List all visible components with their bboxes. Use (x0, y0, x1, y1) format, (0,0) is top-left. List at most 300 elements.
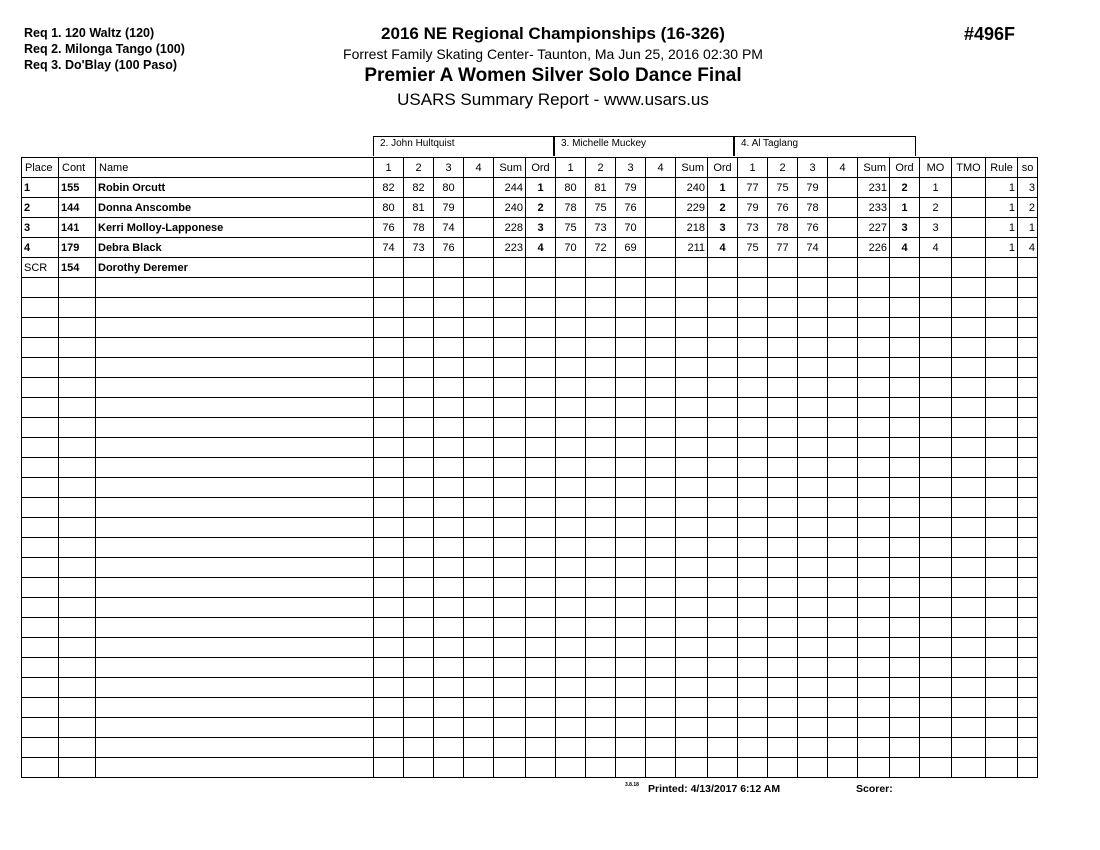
table-row (22, 578, 1038, 598)
skater-name-cell (96, 598, 374, 618)
judge1-score-4 (494, 758, 526, 778)
judge3-score-3 (828, 258, 858, 278)
judge2-score-3 (646, 698, 676, 718)
col-header-name: Name (96, 158, 374, 178)
judge2-score-5 (708, 338, 738, 358)
so-cell (1018, 698, 1038, 718)
judge1-score-2 (434, 258, 464, 278)
judge2-score-3 (646, 638, 676, 658)
cont-cell: 155 (59, 178, 96, 198)
judge1-score-1 (404, 458, 434, 478)
judge1-score-0 (374, 558, 404, 578)
judge3-score-4 (858, 658, 890, 678)
cont-cell (59, 418, 96, 438)
judge2-score-0: 70 (556, 238, 586, 258)
judge2-score-3 (646, 758, 676, 778)
judge1-score-3 (464, 378, 494, 398)
judge2-score-0 (556, 378, 586, 398)
judge3-score-5 (890, 718, 920, 738)
judge3-score-0: 77 (738, 178, 768, 198)
judge1-score-5: 4 (526, 238, 556, 258)
judge3-score-4 (858, 318, 890, 338)
skater-name-cell: Donna Anscombe (96, 198, 374, 218)
judge1-score-0: 76 (374, 218, 404, 238)
judge2-score-5 (708, 518, 738, 538)
judge2-score-2 (616, 318, 646, 338)
so-cell: 3 (1018, 178, 1038, 198)
judge2-score-2 (616, 278, 646, 298)
judge2-score-5 (708, 378, 738, 398)
judge-header-2: 3. Michelle Muckey (554, 136, 734, 156)
judge2-score-5 (708, 658, 738, 678)
cont-cell (59, 378, 96, 398)
judge3-score-5 (890, 318, 920, 338)
judge3-score-5 (890, 618, 920, 638)
judge1-score-5 (526, 738, 556, 758)
judge2-score-2 (616, 598, 646, 618)
judge1-score-1 (404, 258, 434, 278)
col-header-judge2-0: 1 (556, 158, 586, 178)
judge1-score-0 (374, 458, 404, 478)
judge2-score-3 (646, 678, 676, 698)
judge3-score-4: 231 (858, 178, 890, 198)
judge2-score-3 (646, 318, 676, 338)
skater-name-cell (96, 758, 374, 778)
place-cell (22, 378, 59, 398)
skater-name-cell (96, 358, 374, 378)
judge3-score-2 (798, 458, 828, 478)
judge2-score-0 (556, 698, 586, 718)
skater-name-cell (96, 378, 374, 398)
judge1-score-3 (464, 718, 494, 738)
judge3-score-3 (828, 578, 858, 598)
judge2-score-3 (646, 358, 676, 378)
judge2-score-0 (556, 298, 586, 318)
judge3-score-4 (858, 278, 890, 298)
judge2-score-3 (646, 418, 676, 438)
tmo-cell (952, 638, 986, 658)
cont-cell (59, 578, 96, 598)
judge3-score-0 (738, 578, 768, 598)
judge1-score-4 (494, 578, 526, 598)
judge2-score-4 (676, 458, 708, 478)
judge2-score-1: 72 (586, 238, 616, 258)
judge3-score-5 (890, 378, 920, 398)
so-cell (1018, 678, 1038, 698)
mo-cell (920, 378, 952, 398)
judge2-score-5 (708, 358, 738, 378)
place-cell: SCR (22, 258, 59, 278)
judge3-score-3 (828, 538, 858, 558)
judge3-score-0: 75 (738, 238, 768, 258)
judge1-score-1 (404, 378, 434, 398)
judge2-score-2: 76 (616, 198, 646, 218)
judge1-score-1 (404, 278, 434, 298)
table-row (22, 718, 1038, 738)
judge3-score-4 (858, 298, 890, 318)
skater-name-cell (96, 338, 374, 358)
judge2-score-2 (616, 258, 646, 278)
judge3-score-1 (768, 738, 798, 758)
table-row (22, 438, 1038, 458)
rule-cell (986, 598, 1018, 618)
judge1-score-3 (464, 258, 494, 278)
judge3-score-0: 79 (738, 198, 768, 218)
judge2-score-5: 2 (708, 198, 738, 218)
judge2-score-2 (616, 498, 646, 518)
judge1-score-4 (494, 478, 526, 498)
tmo-cell (952, 658, 986, 678)
judge3-score-0 (738, 258, 768, 278)
judge3-score-1 (768, 598, 798, 618)
judge3-score-2 (798, 378, 828, 398)
judge2-score-0: 75 (556, 218, 586, 238)
mo-cell (920, 698, 952, 718)
skater-name-cell (96, 638, 374, 658)
table-row (22, 518, 1038, 538)
skater-name-cell (96, 498, 374, 518)
judge2-score-1 (586, 578, 616, 598)
judge3-score-4: 226 (858, 238, 890, 258)
judge1-score-0 (374, 698, 404, 718)
judge1-score-1 (404, 578, 434, 598)
mo-cell (920, 418, 952, 438)
judge2-score-4 (676, 618, 708, 638)
tmo-cell (952, 578, 986, 598)
judge3-score-3 (828, 598, 858, 618)
judge3-score-4 (858, 618, 890, 638)
judge3-score-4 (858, 418, 890, 438)
judge3-score-3 (828, 458, 858, 478)
judge2-score-0 (556, 598, 586, 618)
tmo-cell (952, 218, 986, 238)
judge3-score-5: 4 (890, 238, 920, 258)
judge3-score-5 (890, 758, 920, 778)
mo-cell (920, 618, 952, 638)
place-cell (22, 658, 59, 678)
judge1-score-0 (374, 438, 404, 458)
judge2-score-4 (676, 578, 708, 598)
skater-name-cell (96, 458, 374, 478)
judge3-score-0 (738, 318, 768, 338)
so-cell (1018, 298, 1038, 318)
judge2-score-5: 1 (708, 178, 738, 198)
so-cell (1018, 358, 1038, 378)
judge2-score-1 (586, 698, 616, 718)
skater-name-cell (96, 318, 374, 338)
judge2-score-3 (646, 478, 676, 498)
col-header-rule: Rule (986, 158, 1018, 178)
table-row (22, 378, 1038, 398)
mo-cell: 4 (920, 238, 952, 258)
judge3-score-1 (768, 498, 798, 518)
judge2-score-1 (586, 458, 616, 478)
judge2-score-2 (616, 438, 646, 458)
judge2-score-0 (556, 518, 586, 538)
printed-timestamp: Printed: 4/13/2017 6:12 AM (648, 783, 781, 795)
skater-name-cell (96, 518, 374, 538)
judge3-score-3 (828, 738, 858, 758)
place-cell (22, 478, 59, 498)
table-row (22, 538, 1038, 558)
judge1-score-1 (404, 478, 434, 498)
judge1-score-2 (434, 678, 464, 698)
cont-cell (59, 458, 96, 478)
table-row (22, 338, 1038, 358)
judge3-score-4 (858, 738, 890, 758)
mo-cell: 1 (920, 178, 952, 198)
judge3-score-0 (738, 718, 768, 738)
judge3-score-1 (768, 758, 798, 778)
judge1-score-0: 82 (374, 178, 404, 198)
judge3-score-3 (828, 518, 858, 538)
judge1-score-2 (434, 598, 464, 618)
skater-name-cell (96, 418, 374, 438)
judge2-score-4: 218 (676, 218, 708, 238)
judge3-score-2 (798, 678, 828, 698)
judge3-score-2 (798, 738, 828, 758)
judge2-score-1 (586, 398, 616, 418)
rule-cell (986, 438, 1018, 458)
so-cell (1018, 598, 1038, 618)
judge3-score-3 (828, 438, 858, 458)
judge1-score-5: 3 (526, 218, 556, 238)
mo-cell (920, 718, 952, 738)
tmo-cell (952, 338, 986, 358)
judge1-score-4 (494, 278, 526, 298)
judge1-score-3 (464, 338, 494, 358)
judge3-score-4 (858, 538, 890, 558)
judge1-score-2 (434, 498, 464, 518)
judge3-score-3 (828, 558, 858, 578)
place-cell: 3 (22, 218, 59, 238)
requirements-list (24, 25, 185, 73)
judge3-score-3 (828, 718, 858, 738)
table-row (22, 758, 1038, 778)
judge3-score-5 (890, 558, 920, 578)
cont-cell (59, 538, 96, 558)
judge3-score-5 (890, 358, 920, 378)
judge2-score-0 (556, 318, 586, 338)
judge1-score-1 (404, 758, 434, 778)
judge1-score-3 (464, 478, 494, 498)
judge1-score-1 (404, 718, 434, 738)
judge2-score-5 (708, 458, 738, 478)
judge2-score-5 (708, 538, 738, 558)
col-header-judge1-1: 2 (404, 158, 434, 178)
judge1-score-4: 223 (494, 238, 526, 258)
judge3-score-0 (738, 538, 768, 558)
judge3-score-3 (828, 618, 858, 638)
judge1-score-5: 2 (526, 198, 556, 218)
mo-cell (920, 738, 952, 758)
skater-name-cell (96, 718, 374, 738)
judge2-score-2 (616, 478, 646, 498)
mo-cell (920, 578, 952, 598)
so-cell (1018, 618, 1038, 638)
judge3-score-0 (738, 698, 768, 718)
judge2-score-0 (556, 758, 586, 778)
judge1-score-5 (526, 718, 556, 738)
judge1-score-2: 80 (434, 178, 464, 198)
judge2-score-4 (676, 638, 708, 658)
judge2-score-0 (556, 678, 586, 698)
rule-cell (986, 618, 1018, 638)
cont-cell (59, 498, 96, 518)
place-cell (22, 638, 59, 658)
rule-cell (986, 678, 1018, 698)
judge1-score-2 (434, 298, 464, 318)
judge1-score-5 (526, 658, 556, 678)
judge2-score-1: 73 (586, 218, 616, 238)
judge3-score-5 (890, 478, 920, 498)
judge2-score-1 (586, 638, 616, 658)
judge3-score-4: 233 (858, 198, 890, 218)
judge3-score-2 (798, 338, 828, 358)
col-header-judge1-3: 4 (464, 158, 494, 178)
so-cell: 4 (1018, 238, 1038, 258)
judge2-score-2 (616, 418, 646, 438)
skater-name-cell: Debra Black (96, 238, 374, 258)
judge1-score-4 (494, 258, 526, 278)
judge2-score-1 (586, 478, 616, 498)
so-cell (1018, 718, 1038, 738)
judge2-score-3 (646, 738, 676, 758)
mo-cell (920, 678, 952, 698)
rule-cell (986, 258, 1018, 278)
judge2-score-0 (556, 278, 586, 298)
judge1-score-4 (494, 518, 526, 538)
rule-cell (986, 658, 1018, 678)
judge2-score-0 (556, 618, 586, 638)
so-cell (1018, 258, 1038, 278)
judge3-score-4 (858, 578, 890, 598)
mo-cell (920, 518, 952, 538)
judge1-score-5 (526, 398, 556, 418)
judge2-score-3 (646, 578, 676, 598)
judge2-score-2 (616, 298, 646, 318)
skater-name-cell (96, 558, 374, 578)
judge3-score-1: 75 (768, 178, 798, 198)
judge2-score-5 (708, 478, 738, 498)
judge2-score-0 (556, 438, 586, 458)
judge2-score-5 (708, 678, 738, 698)
tmo-cell (952, 438, 986, 458)
requirement-3: Req 3. Do'Blay (100 Paso) (24, 58, 178, 72)
judge2-score-0 (556, 258, 586, 278)
judge2-score-3 (646, 298, 676, 318)
skater-name-cell (96, 658, 374, 678)
judge2-score-2 (616, 618, 646, 638)
judge2-score-5 (708, 598, 738, 618)
judge2-score-3 (646, 558, 676, 578)
col-header-tmo: TMO (952, 158, 986, 178)
so-cell: 2 (1018, 198, 1038, 218)
table-row (22, 298, 1038, 318)
judge2-score-3 (646, 538, 676, 558)
table-row (22, 198, 1038, 218)
cont-cell (59, 658, 96, 678)
summary-table (21, 157, 1038, 778)
cont-cell (59, 718, 96, 738)
col-header-judge2-1: 2 (586, 158, 616, 178)
rule-cell (986, 498, 1018, 518)
cont-cell (59, 438, 96, 458)
so-cell (1018, 398, 1038, 418)
judge3-score-2 (798, 598, 828, 618)
judge2-score-4 (676, 278, 708, 298)
judge3-score-5: 1 (890, 198, 920, 218)
so-cell: 1 (1018, 218, 1038, 238)
judge1-score-3 (464, 558, 494, 578)
judge3-score-1: 78 (768, 218, 798, 238)
place-cell (22, 418, 59, 438)
judge3-score-1 (768, 318, 798, 338)
judge1-score-2: 74 (434, 218, 464, 238)
judge3-score-2: 79 (798, 178, 828, 198)
so-cell (1018, 738, 1038, 758)
col-header-cont: Cont (59, 158, 96, 178)
judge3-score-2: 76 (798, 218, 828, 238)
judge3-score-4 (858, 478, 890, 498)
col-header-place: Place (22, 158, 59, 178)
rule-cell (986, 478, 1018, 498)
judge1-score-4 (494, 538, 526, 558)
judge1-score-3 (464, 298, 494, 318)
judge1-score-3 (464, 738, 494, 758)
judge1-score-4 (494, 418, 526, 438)
cont-cell: 154 (59, 258, 96, 278)
judge2-score-1 (586, 418, 616, 438)
judge3-score-4 (858, 438, 890, 458)
judge3-score-4 (858, 518, 890, 538)
judge2-score-0 (556, 458, 586, 478)
table-row (22, 618, 1038, 638)
judge2-score-2 (616, 578, 646, 598)
judge1-score-1: 73 (404, 238, 434, 258)
so-cell (1018, 758, 1038, 778)
judge3-score-3 (828, 658, 858, 678)
judge2-score-1 (586, 318, 616, 338)
judge1-score-2 (434, 578, 464, 598)
judge1-score-2 (434, 658, 464, 678)
tmo-cell (952, 538, 986, 558)
judge3-score-1 (768, 418, 798, 438)
judge1-score-3 (464, 418, 494, 438)
judge2-score-1 (586, 338, 616, 358)
judge3-score-0 (738, 618, 768, 638)
col-header-judge1-2: 3 (434, 158, 464, 178)
judge3-score-1 (768, 378, 798, 398)
judge1-score-3 (464, 398, 494, 418)
tmo-cell (952, 518, 986, 538)
judge3-score-4: 227 (858, 218, 890, 238)
skater-name-cell (96, 478, 374, 498)
judge2-score-1 (586, 678, 616, 698)
col-header-judge3-3: 4 (828, 158, 858, 178)
judge1-score-5 (526, 378, 556, 398)
judge2-score-1 (586, 258, 616, 278)
judge1-score-2 (434, 418, 464, 438)
judge3-score-2 (798, 518, 828, 538)
judge3-score-3 (828, 358, 858, 378)
judge3-score-0 (738, 458, 768, 478)
col-header-judge2-3: 4 (646, 158, 676, 178)
event-number: #496F (964, 24, 1016, 44)
judge1-score-3 (464, 678, 494, 698)
judge1-score-2 (434, 378, 464, 398)
tmo-cell (952, 398, 986, 418)
